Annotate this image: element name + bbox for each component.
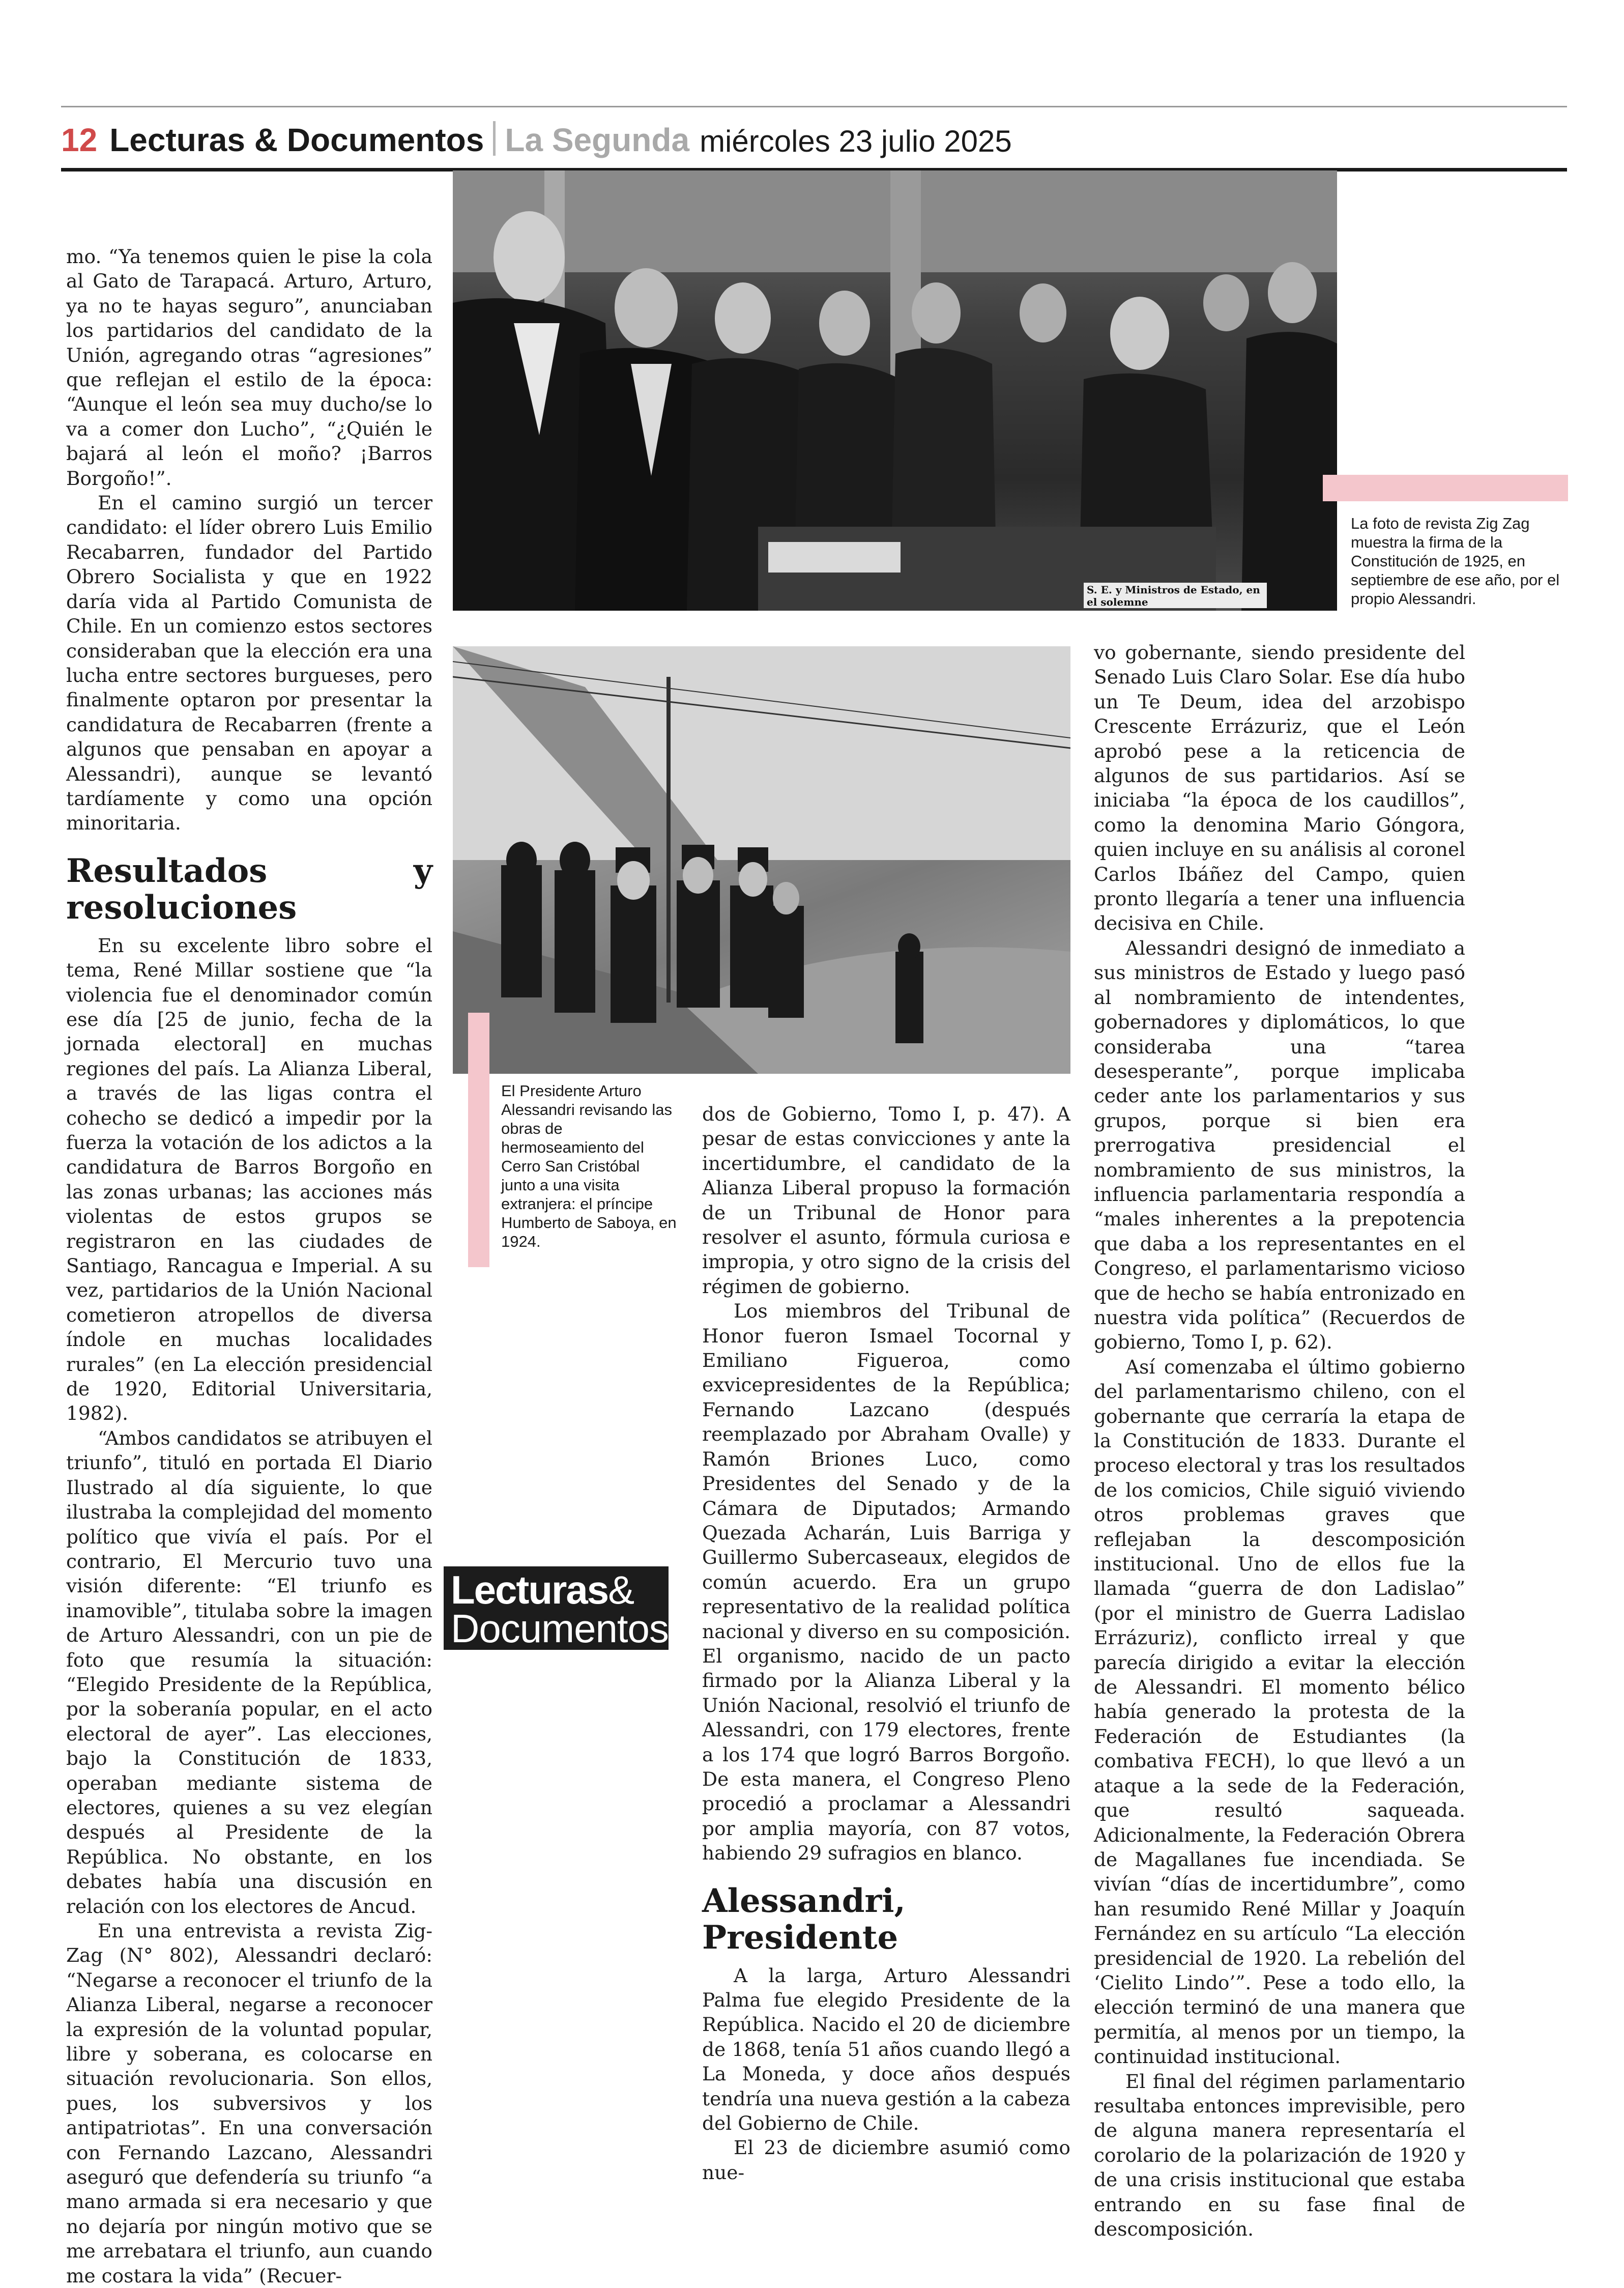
caption-accent-bar (1323, 475, 1568, 501)
paragraph: En una entrevista a revista Zig-Zag (N° 802), Alessandri declaró: “Negarse a reconocer el triunfo de la Alianza Liberal, negarse a reconocer la expresión de la voluntad popular, libre y soberana, es colocarse en situación revolucionaria. Son ellos, pues, los subversivos y los antipatriotas”. En una conversación con Fernando Lazcano, Alessandri aseguró que defendería su triunfo “a mano armada si era necesario y que no dejaría por ningún motivo que se me arrebatara el triunfo, aun cuando me costara la vida” (Recuer- (66, 1920, 432, 2287)
section-title: Lecturas & Documentos (109, 122, 484, 158)
page-header (61, 113, 1567, 159)
photo-stamp-caption: S. E. y Ministros de Estado, en el solemne (1084, 583, 1267, 608)
section-logo-line1: Lecturas& (451, 1567, 634, 1612)
photo-cerro-san-cristobal-illustration (453, 646, 1070, 1074)
paragraph: A la larga, Arturo Alessandri Palma fue elegido Presidente de la República. Nacido el 20 de diciembre de 1868, tenía 51 años cuando llegó a La Moneda, y doce años después tendría una nueva gestión a la cabeza del Gobierno de Chile. (702, 1964, 1070, 2135)
paragraph: mo. “Ya tenemos quien le pise la cola al Gato de Tarapacá. Arturo, Arturo, ya no te hayas seguro”, anunciaban los partidarios del candidato de la Unión, agregando otras “agresiones” que reflejan el estilo de la época: “Aunque el león sea muy ducho/se lo va a comer don Lucho”, “¿Quién le bajará al león el moño? ¡Barros Borgoño!”. (66, 245, 432, 490)
newspaper-name: La Segunda (505, 122, 690, 158)
paragraph: El final del régimen parlamentario resultaba entonces imprevisible, pero de alguna manera representaría el corolario de la polarización de 1920 y de una crisis institucional que estaba entrando en su fase final de descomposición. (1094, 2070, 1465, 2240)
paragraph: En el camino surgió un tercer candidato: el líder obrero Luis Emilio Recabarren, fundador del Partido Obrero Socialista y que en 1922 daría vida al Partido Comunista de Chile. En un comienzo estos sectores consideraban que la elección era una lucha entre sectores burgueses, pero finalmente optaron por presentar la candidatura de Recabarren (frente a algunos que pensaban en apoyar a Alessandri), aunque se levantó tardíamente y como una opción minoritaria. (66, 492, 432, 835)
paragraph: “Ambos candidatos se atribuyen el triunfo”, tituló en portada El Diario Ilustrado al día siguiente, lo que ilustraba la complejidad del momento político que vivía el país. Por el contrario, El Mercurio tuvo una visión diferente: “El triunfo es inamovible”, titulaba sobre la imagen de Arturo Alessandri, con un pie de foto que resumía la situación: “Elegido Presidente de la República, por la soberanía popular, en el acto electoral de ayer”. Las elecciones, bajo la Constitución de 1833, operaban mediante sistema de electores, quienes a su vez elegían después al Presidente de la República. No obstante, en los debates había una discusión en relación con los electores de Ancud. (66, 1426, 432, 1918)
section-logo (444, 1566, 669, 1650)
page-number: 12 (61, 122, 98, 158)
photo-constitution-signing-illustration (453, 170, 1337, 611)
paragraph: En su excelente libro sobre el tema, René Millar sostiene que “la violencia fue el denominador común ese día [25 de junio, fecha de la jornada electoral] en muchas regiones del país. La Alianza Liberal, a través de las ligas contra el cohecho se dedicó a impedir por la fuerza la votación de los adictos a la candidatura de Barros Borgoño en las zonas urbanas; las acciones más violentas de estos grupos se registraron en las ciudades de Santiago, Rancagua e Imperial. A su vez, partidarios de la Unión Nacional cometieron atropellos de diversa índole en muchas localidades rurales” (en La elección presidencial de 1920, Editorial Universitaria, 1982). (66, 934, 432, 1425)
paragraph: El 23 de diciembre asumió como nue- (702, 2136, 1070, 2184)
header-separator (493, 121, 496, 156)
section-logo-line2: Documentos (451, 1606, 669, 1651)
header-top-rule (61, 106, 1567, 107)
subheading-alessandri-presidente: Alessandri, Presidente (702, 1881, 906, 1957)
photo-constitution-signing (453, 170, 1337, 611)
issue-date: miércoles 23 julio 2025 (700, 124, 1012, 158)
paragraph: vo gobernante, siendo presidente del Senado Luis Claro Solar. Ese día hubo un Te Deum, idea del arzobispo Crescente Errázuriz, que el León aprobó pese a la reticencia de algunos de sus partidarios. Así se iniciaba “la época de los caudillos”, como la denomina Mario Góngora, quien incluye en su análisis al coronel Carlos Ibáñez del Campo, quien pronto llegaría a tener una influencia decisiva en Chile. (1094, 641, 1465, 935)
article-column-2 (702, 1102, 1070, 2185)
article-column-1 (66, 244, 432, 2288)
paragraph: Los miembros del Tribunal de Honor fueron Ismael Tocornal y Emiliano Figueroa, como exvicepresidentes de la República; Fernando Lazcano (después reemplazado por Abraham Ovalle) y Ramón Briones Luco, como Presidentes del Senado y de la Cámara de Diputados; Armando Quezada Acharán, Luis Barriga y Guillermo Subercaseaux, elegidos de común acuerdo. Era un grupo representativo de la realidad política nacional y diverso en su composición. El organismo, nacido de un pacto firmado por la Alianza Liberal y la Unión Nacional, resolvió el triunfo de Alessandri, con 179 electores, frente a los 174 que logró Barros Borgoño. De esta manera, el Congreso Pleno procedió a proclamar a Alessandri por amplia mayoría, con 87 votos, habiendo 29 sufragios en blanco. (702, 1300, 1070, 1865)
paragraph: Así comenzaba el último gobierno del parlamentarismo chileno, con el gobernante que cerraría la etapa de la Constitución de 1833. Durante el proceso electoral y tras los resultados de los comicios, Chile siguió viviendo otros problemas graves que reflejaban la descomposición institucional. Uno de ellos fue la llamada “guerra de don Ladislao” (por el ministro de Guerra Ladislao Errázuriz), conflicto irreal y que parecía dirigido a evitar la elección de Alessandri. El momento bélico había generado la protesta de la Federación de Estudiantes (la combativa FECH), lo que llevó a un ataque a la sede de la Federación, que resultó saqueada. Adicionalmente, la Federación Obrera de Magallanes fue incendiada. Se vivían “días de incertidumbre”, como han resumido René Millar y Joaquín Fernández en su artículo “La elección presidencial de 1920. La rebelión del ‘Cielito Lindo’”. Pese a todo ello, la elección terminó de una manera que permitía, al menos por un tiempo, la continuidad institucional. (1094, 1355, 1465, 2068)
photo-cerro-san-cristobal (453, 646, 1070, 1074)
photo-caption-cerro: El Presidente Arturo Alessandri revisando las obras de hermoseamiento del Cerro San Cristóbal junto a una visita extranjera: el príncipe Humberto de Saboya, en 1924. (501, 1082, 677, 1250)
subheading-resultados: Resultados y resoluciones (66, 851, 432, 927)
article-column-3 (1094, 640, 1465, 2241)
caption-accent-bar-vertical (468, 1013, 489, 1267)
paragraph: Alessandri designó de inmediato a sus ministros de Estado y luego pasó al nombramiento de intendentes, gobernadores y diplomáticos, lo que consideraba una “tarea desesperante”, porque implicaba ceder ante los parlamentarios y sus grupos, porque si bien era prerrogativa presidencial el nombramiento de sus ministros, la influencia parlamentaria respondía a “males inherentes a la prepotencia que daba a los representantes en el Congreso, el parlamentarismo vicioso que de hecho se había entronizado en nuestra vida política” (Recuerdos de gobierno, Tomo I, p. 62). (1094, 936, 1465, 1354)
photo-caption-constitution: La foto de revista Zig Zag muestra la firma de la Constitución de 1925, en septiembre de ese año, por el propio Alessandri. (1351, 514, 1560, 608)
paragraph: dos de Gobierno, Tomo I, p. 47). A pesar de estas convicciones y ante la incertidumbre, el candidato de la Alianza Liberal propuso la formación de un Tribunal de Honor para resolver el asunto, fórmula curiosa e impropia, y otro signo de la crisis del régimen de gobierno. (702, 1103, 1070, 1298)
